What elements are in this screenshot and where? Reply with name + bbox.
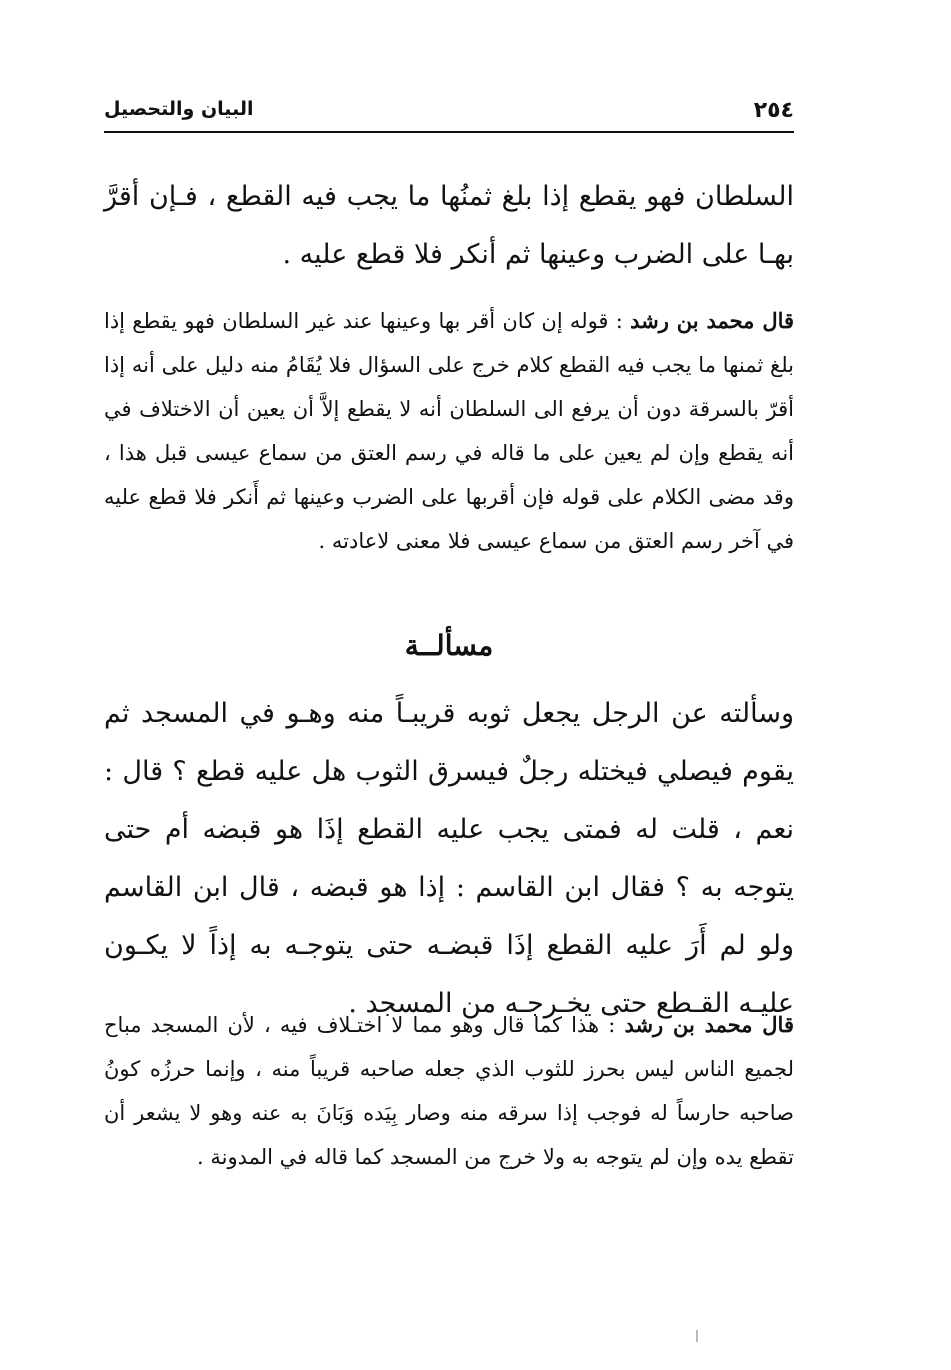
commentary-text: : قوله إن كان أقر بها وعينها عند غير السلطان فهو يقطع إذا بلغ ثمنها ما يجب فيه القطع كلام خرج على السؤال فلا يُقَامُ منه دليل على أنه إذا أقرّ بالسرقة دون أن يرفع الى السلطان أنه لا يقطع إلاَّ أن يعين أن الاختلاف في أنه يقطع وإن لم يعين على ما قاله في رسم العتق من سماع عيسى قبل هذا ، وقد مضى الكلام على قوله فإن أقربها على الضرب وعينها ثم أَنكر فلا قطع عليه في آخر رسم العتق من سماع عيسى فلا معنى لاعادته . — [104, 309, 794, 553]
page-header — [104, 92, 794, 132]
commentary-author-lead: قال محمد بن رشد — [630, 308, 795, 333]
commentary-text: : هذا كما قال وهو مما لا اختـلاف فيه ، لأن المسجد مباح لجميع الناس ليس بحرز للثوب الذي جعله صاحبه قريباً منه ، وإنما حرزُه كونُ صاحبه حارساً له فوجب إذا سرقه منه وصار بِيَده وَبَانَ به عنه وهو لا يشعر أن تقطع يده وإن لم يتوجه به ولا خرج من المسجد كما قاله في المدونة . — [104, 1013, 794, 1169]
section-heading: مسألــة — [404, 629, 494, 662]
header-rule — [104, 131, 794, 133]
commentary-paragraph-1 — [104, 299, 794, 563]
running-title: البيان والتحصيل — [104, 98, 254, 120]
scan-mark — [696, 1330, 698, 1342]
question-paragraph: وسألته عن الرجل يجعل ثوبه قريبـاً منه وهـو في المسجد ثم يقوم فيصلي فيختله رجلٌ فيسرق الثوب هل عليه قطع ؟ قال : نعم ، قلت له فمتى يجب عليه القطع إذَا هو قبضه أم حتى يتوجه به ؟ فقال ابن القاسم : إذا هو قبضه ، قال ابن القاسم ولو لم أَرَ عليه القطع إذَا قبضـه حتى يتوجـه به إذاً لا يكـون عليـه القـطع حتى يخـرجـه من المسجد . — [104, 698, 794, 1019]
commentary-author-lead: قال محمد بن رشد — [624, 1012, 794, 1037]
page-number: ٢٥٤ — [753, 98, 794, 123]
paragraph-continuation: السلطان فهو يقطع إذا بلغ ثمنُها ما يجب فيه القطع ، فـإن أقرَّ بهـا على الضرب وعينها ثم أنكر فلا قطع عليه . — [104, 181, 794, 270]
commentary-paragraph-2 — [104, 1003, 794, 1179]
